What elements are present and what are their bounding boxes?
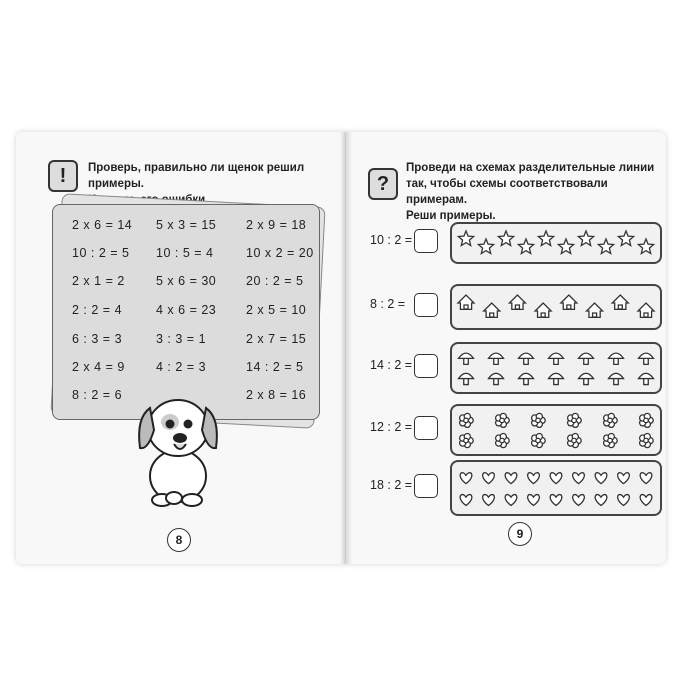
equation-3: 12 : 2 = — [370, 420, 413, 434]
example-2-2: 20 : 2 = 5 — [246, 274, 304, 288]
star-icon — [538, 231, 553, 246]
example-5-2: 14 : 2 = 5 — [246, 360, 304, 374]
left-task-line1: Проверь, правильно ли щенок решил примеры. — [88, 162, 305, 190]
flower-icon — [640, 413, 654, 427]
heart-icon — [573, 473, 585, 484]
example-6-0: 8 : 2 = 6 — [72, 388, 123, 402]
right-task-line3: Реши примеры. — [406, 210, 496, 222]
star-icon — [578, 231, 593, 246]
flower-icon — [460, 413, 474, 427]
mushroom-icon — [489, 373, 504, 384]
house-icon — [587, 303, 603, 317]
example-5-0: 2 x 4 = 9 — [72, 360, 125, 374]
flower-icon — [496, 413, 510, 427]
heart-icon — [550, 473, 562, 484]
right-task-line1: Проведи на схемах разделительные линии — [406, 162, 655, 174]
heart-icon — [460, 473, 472, 484]
mushroom-icon — [609, 373, 624, 384]
mushroom-icon — [639, 353, 654, 364]
scheme-2[interactable] — [450, 342, 662, 394]
mushroom-icon — [639, 373, 654, 384]
example-1-1: 10 : 5 = 4 — [156, 246, 214, 260]
mushroom-icon — [489, 353, 504, 364]
example-3-0: 2 : 2 = 4 — [72, 303, 123, 317]
mushroom-icon — [519, 373, 534, 384]
flower-icon — [568, 413, 582, 427]
house-icon — [484, 303, 500, 317]
house-icon — [612, 295, 628, 309]
star-icon — [478, 239, 493, 254]
heart-icon — [618, 495, 630, 506]
mushroom-icon — [519, 353, 534, 364]
answer-box-3[interactable] — [414, 416, 438, 440]
scheme-1[interactable] — [450, 284, 662, 330]
flower-icon — [568, 434, 582, 448]
heart-icon — [505, 473, 517, 484]
heart-icon — [483, 495, 495, 506]
example-5-1: 4 : 2 = 3 — [156, 360, 207, 374]
heart-icon — [460, 495, 472, 506]
example-1-2: 10 x 2 = 20 — [246, 246, 314, 260]
scheme-4[interactable] — [450, 460, 662, 516]
equation-4: 18 : 2 = — [370, 478, 413, 492]
heart-icon — [528, 495, 540, 506]
heart-icon — [550, 495, 562, 506]
star-icon — [618, 231, 633, 246]
example-2-0: 2 x 1 = 2 — [72, 274, 125, 288]
right-task-title — [406, 160, 666, 224]
scheme-0[interactable] — [450, 222, 662, 264]
flower-icon — [640, 434, 654, 448]
heart-icon — [640, 495, 652, 506]
example-4-1: 3 : 3 = 1 — [156, 332, 207, 346]
scheme-3[interactable] — [450, 404, 662, 456]
mushroom-icon — [579, 373, 594, 384]
answer-box-0[interactable] — [414, 229, 438, 253]
heart-icon — [640, 473, 652, 484]
heart-icon — [618, 473, 630, 484]
example-2-1: 5 x 6 = 30 — [156, 274, 217, 288]
heart-icon — [505, 495, 517, 506]
answer-box-2[interactable] — [414, 354, 438, 378]
star-icon — [558, 239, 573, 254]
example-6-2: 2 x 8 = 16 — [246, 388, 307, 402]
example-0-0: 2 x 6 = 14 — [72, 218, 133, 232]
example-0-2: 2 x 9 = 18 — [246, 218, 307, 232]
example-0-1: 5 x 3 = 15 — [156, 218, 217, 232]
flower-icon — [604, 413, 618, 427]
book-gutter — [340, 132, 352, 564]
mushroom-icon — [549, 373, 564, 384]
flower-icon — [496, 434, 510, 448]
star-icon — [638, 239, 653, 254]
flower-icon — [604, 434, 618, 448]
mushroom-icon — [459, 353, 474, 364]
heart-icon — [595, 495, 607, 506]
star-icon — [518, 239, 533, 254]
answer-box-4[interactable] — [414, 474, 438, 498]
question-icon: ? — [368, 168, 398, 200]
house-icon — [509, 295, 525, 309]
mushroom-icon — [549, 353, 564, 364]
mushroom-icon — [459, 373, 474, 384]
heart-icon — [573, 495, 585, 506]
exclamation-icon: ! — [48, 160, 78, 192]
answer-box-1[interactable] — [414, 293, 438, 317]
mushroom-icon — [609, 353, 624, 364]
mushroom-icon — [579, 353, 594, 364]
page-number-8: 8 — [167, 528, 191, 552]
house-icon — [638, 303, 654, 317]
equation-2: 14 : 2 = — [370, 358, 413, 372]
heart-icon — [528, 473, 540, 484]
flower-icon — [460, 434, 474, 448]
example-3-1: 4 x 6 = 23 — [156, 303, 217, 317]
star-icon — [498, 231, 513, 246]
right-task-line2: так, чтобы схемы соответствовали примерам. — [406, 178, 608, 206]
example-4-0: 6 : 3 = 3 — [72, 332, 123, 346]
example-4-2: 2 x 7 = 15 — [246, 332, 307, 346]
flower-icon — [532, 434, 546, 448]
house-icon — [561, 295, 577, 309]
heart-icon — [595, 473, 607, 484]
star-icon — [458, 231, 473, 246]
flower-icon — [532, 413, 546, 427]
example-3-2: 2 x 5 = 10 — [246, 303, 307, 317]
equation-1: 8 : 2 = — [370, 297, 406, 311]
puppy-icon — [130, 388, 226, 510]
page-number-9: 9 — [508, 522, 532, 546]
house-icon — [458, 295, 474, 309]
heart-icon — [483, 473, 495, 484]
equation-0: 10 : 2 = — [370, 233, 413, 247]
example-1-0: 10 : 2 = 5 — [72, 246, 130, 260]
house-icon — [535, 303, 551, 317]
star-icon — [598, 239, 613, 254]
